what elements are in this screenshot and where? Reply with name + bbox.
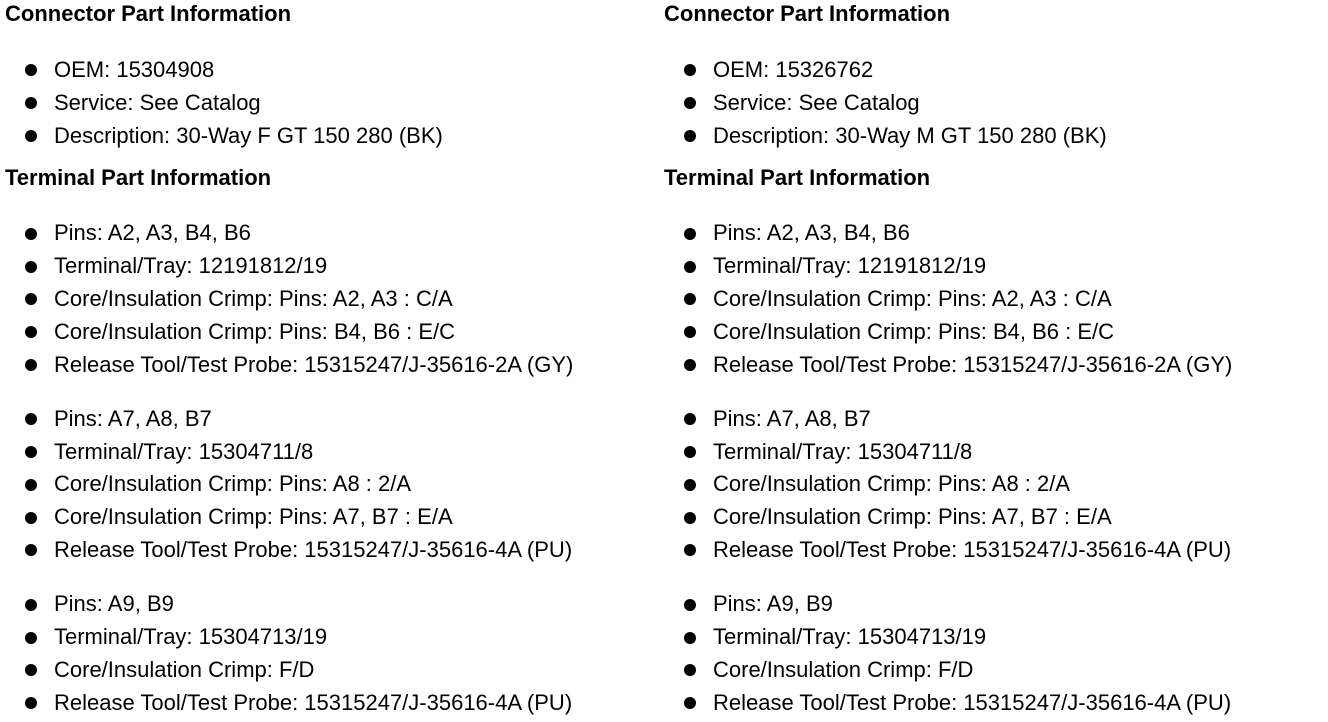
list-item [664,621,1324,654]
bullet-icon [25,326,37,338]
group-spacer [5,381,665,403]
bullet-icon [684,326,696,338]
bullet-icon [684,293,696,305]
bullet-icon [25,664,37,676]
bullet-icon [684,97,696,109]
list-item [664,588,1324,621]
list-item-text: Terminal/Tray: 12191812/19 [54,253,328,279]
bullet-icon [25,228,37,240]
list-item-text: Terminal/Tray: 15304713/19 [54,624,328,650]
list-item [5,217,665,250]
right-column [664,0,1324,720]
list-item [5,588,665,621]
list-item-text: Terminal/Tray: 15304713/19 [713,624,987,650]
bullet-icon [25,599,37,611]
list-item [5,687,665,720]
bullet-icon [684,228,696,240]
bullet-icon [684,479,696,491]
bullet-icon [684,261,696,273]
list-item [664,87,1324,120]
bullet-icon [25,544,37,556]
bullet-icon [684,697,696,709]
terminal-part-information-heading: Terminal Part Information [5,165,272,191]
list-item [5,349,665,382]
group-spacer [664,381,1324,403]
list-item-text: Terminal/Tray: 12191812/19 [713,253,987,279]
list-item-text: Release Tool/Test Probe: 15315247/J-35616-2A (GY) [713,351,1233,377]
bullet-icon [25,512,37,524]
list-item [664,403,1324,436]
bullet-icon [25,293,37,305]
list-item-text: Core/Insulation Crimp: Pins: A8 : 2/A [713,471,1071,497]
bullet-icon [684,512,696,524]
list-item-text: Service: See Catalog [54,89,261,115]
list-item-text: Release Tool/Test Probe: 15315247/J-35616-2A (GY) [54,351,574,377]
list-item-text: Pins: A7, A8, B7 [713,405,871,431]
list-item [5,436,665,469]
list-item [664,283,1324,316]
bullet-icon [25,97,37,109]
list-item-text: Core/Insulation Crimp: Pins: A7, B7 : E/A [54,504,453,530]
bullet-icon [25,697,37,709]
bullet-icon [25,359,37,371]
list-item-text: Pins: A2, A3, B4, B6 [54,220,251,246]
list-item [5,403,665,436]
bullet-icon [25,130,37,142]
list-item-text: OEM: 15304908 [54,57,215,82]
bullet-icon [684,446,696,458]
group-spacer [5,567,665,589]
list-item-text: Core/Insulation Crimp: F/D [713,656,974,682]
terminal-group-list [5,217,665,381]
terminal-group-list [5,588,665,719]
list-item-text: Terminal/Tray: 15304711/8 [54,438,314,464]
connector-part-list [664,54,1324,152]
list-item-text: Service: See Catalog [713,89,920,115]
list-item [664,687,1324,720]
list-item [5,621,665,654]
list-item [664,654,1324,687]
list-item [5,468,665,501]
group-spacer [664,567,1324,589]
bullet-icon [684,599,696,611]
connector-part-information-heading: Connector Part Information [5,1,292,26]
bullet-icon [684,130,696,142]
list-item-text: Release Tool/Test Probe: 15315247/J-35616-4A (PU) [713,537,1232,563]
list-item [5,654,665,687]
bullet-icon [684,359,696,371]
list-item-text: Core/Insulation Crimp: Pins: B4, B6 : E/C [713,318,1115,344]
bullet-icon [25,446,37,458]
list-item [5,87,665,120]
bullet-icon [25,479,37,491]
bullet-icon [684,632,696,644]
list-item [664,534,1324,567]
list-item-text: Core/Insulation Crimp: Pins: A8 : 2/A [54,471,412,497]
terminal-group-list [664,217,1324,381]
terminal-part-information-heading: Terminal Part Information [664,165,931,191]
list-item-text: Pins: A9, B9 [54,591,174,617]
connector-part-list [5,54,665,152]
list-item-text: Core/Insulation Crimp: Pins: B4, B6 : E/C [54,318,456,344]
list-item [664,54,1324,87]
terminal-group-list [5,403,665,567]
list-item [5,283,665,316]
bullet-icon [25,261,37,273]
list-item [5,501,665,534]
list-item-text: Pins: A9, B9 [713,591,833,617]
list-item [5,120,665,153]
list-item-text: Pins: A7, A8, B7 [54,405,212,431]
list-item-text: Release Tool/Test Probe: 15315247/J-35616-4A (PU) [713,689,1232,715]
list-item-text: OEM: 15326762 [713,57,874,82]
list-item-text: Release Tool/Test Probe: 15315247/J-35616-4A (PU) [54,537,573,563]
list-item-text: Release Tool/Test Probe: 15315247/J-35616-4A (PU) [54,689,573,715]
list-item-text: Core/Insulation Crimp: Pins: A2, A3 : C/A [54,285,453,311]
bullet-icon [684,664,696,676]
bullet-icon [684,64,696,76]
list-item [664,501,1324,534]
list-item [664,120,1324,153]
list-item [664,468,1324,501]
list-item [664,349,1324,382]
connector-part-information-heading: Connector Part Information [664,1,951,26]
bullet-icon [684,544,696,556]
list-item [5,250,665,283]
bullet-icon [25,632,37,644]
list-item [664,436,1324,469]
list-item [5,534,665,567]
list-item [5,54,665,87]
list-item [5,316,665,349]
list-item-text: Core/Insulation Crimp: Pins: A2, A3 : C/A [713,285,1112,311]
terminal-group-list [664,588,1324,719]
left-column [5,0,665,720]
list-item-text: Core/Insulation Crimp: Pins: A7, B7 : E/A [713,504,1112,530]
list-item [664,250,1324,283]
bullet-icon [684,413,696,425]
list-item-text: Pins: A2, A3, B4, B6 [713,220,910,246]
list-item [664,316,1324,349]
bullet-icon [25,413,37,425]
list-item-text: Description: 30-Way M GT 150 280 (BK) [713,122,1107,148]
terminal-group-list [664,403,1324,567]
list-item-text: Core/Insulation Crimp: F/D [54,656,315,682]
list-item-text: Terminal/Tray: 15304711/8 [713,438,973,464]
list-item [664,217,1324,250]
list-item-text: Description: 30-Way F GT 150 280 (BK) [54,122,443,148]
bullet-icon [25,64,37,76]
